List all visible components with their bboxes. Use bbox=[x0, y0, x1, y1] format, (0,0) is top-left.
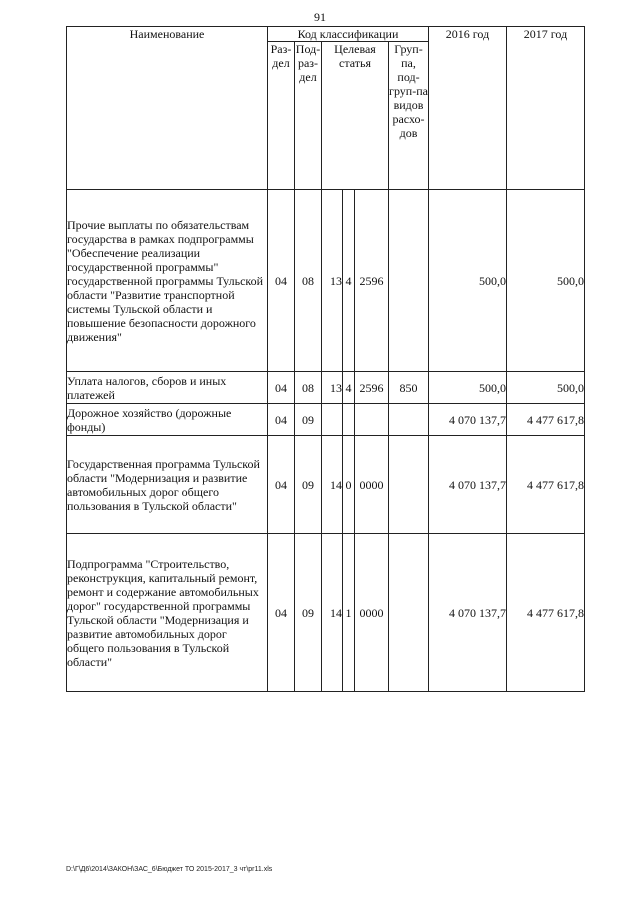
row-article-direction: 2596 bbox=[355, 372, 389, 404]
row-article-subprogram bbox=[343, 404, 355, 436]
table-row bbox=[67, 372, 585, 404]
row-section: 04 bbox=[268, 190, 295, 372]
row-subsection: 09 bbox=[295, 436, 322, 534]
row-amount-2017: 4 477 617,8 bbox=[507, 534, 585, 692]
row-article-direction: 2596 bbox=[355, 190, 389, 372]
row-subsection: 08 bbox=[295, 190, 322, 372]
table-row bbox=[67, 404, 585, 436]
header-section: Раз-дел bbox=[268, 42, 295, 190]
row-section: 04 bbox=[268, 404, 295, 436]
row-subsection: 08 bbox=[295, 372, 322, 404]
table-row bbox=[67, 190, 585, 372]
header-subsection: Под-раз-дел bbox=[295, 42, 322, 190]
header-year-2017: 2017 год bbox=[507, 27, 585, 190]
row-amount-2016: 4 070 137,7 bbox=[429, 436, 507, 534]
row-amount-2017: 4 477 617,8 bbox=[507, 404, 585, 436]
header-name: Наименование bbox=[67, 27, 268, 190]
row-amount-2017: 500,0 bbox=[507, 190, 585, 372]
header-expense-group: Груп-па, под-груп-па видов расхо-дов bbox=[389, 42, 429, 190]
row-article-program: 13 bbox=[322, 372, 343, 404]
row-name: Прочие выплаты по обязательствам государства в рамках подпрограммы "Обеспечение реализации государственной программы" государственной программы Тульской области "Развитие транспортной системы Тульской области и повышение безопасности дорожного движения" bbox=[67, 190, 268, 372]
header-target-article: Целевая статья bbox=[322, 42, 389, 190]
row-expense-group bbox=[389, 534, 429, 692]
row-name: Дорожное хозяйство (дорожные фонды) bbox=[67, 404, 268, 436]
row-section: 04 bbox=[268, 436, 295, 534]
header-classification: Код классификации bbox=[268, 27, 429, 42]
file-path-footer: D:\Г\Д6\2014\ЗАКОН\ЗАС_6\Бюджет ТО 2015-2017_3 чт\pr11.xls bbox=[66, 866, 273, 873]
row-article-program bbox=[322, 404, 343, 436]
row-article-subprogram: 1 bbox=[343, 534, 355, 692]
row-expense-group: 850 bbox=[389, 372, 429, 404]
row-article-program: 13 bbox=[322, 190, 343, 372]
row-article-program: 14 bbox=[322, 534, 343, 692]
row-article-program: 14 bbox=[322, 436, 343, 534]
row-article-direction: 0000 bbox=[355, 534, 389, 692]
row-amount-2016: 500,0 bbox=[429, 372, 507, 404]
row-amount-2016: 500,0 bbox=[429, 190, 507, 372]
row-article-direction: 0000 bbox=[355, 436, 389, 534]
page-number: 91 bbox=[314, 10, 326, 24]
row-article-subprogram: 0 bbox=[343, 436, 355, 534]
row-article-subprogram: 4 bbox=[343, 372, 355, 404]
row-expense-group bbox=[389, 436, 429, 534]
row-name: Подпрограмма "Строительство, реконструкция, капитальный ремонт, ремонт и содержание автомобильных дорог" государственной программы Тульской области "Модернизация и развитие автомобильных дорог общего пользования в Тульской области" bbox=[67, 534, 268, 692]
row-amount-2016: 4 070 137,7 bbox=[429, 534, 507, 692]
row-expense-group bbox=[389, 190, 429, 372]
row-amount-2017: 500,0 bbox=[507, 372, 585, 404]
row-name: Государственная программа Тульской области "Модернизация и развитие автомобильных дорог общего пользования в Тульской области" bbox=[67, 436, 268, 534]
row-article-direction bbox=[355, 404, 389, 436]
header-row-top bbox=[67, 27, 585, 42]
row-name: Уплата налогов, сборов и иных платежей bbox=[67, 372, 268, 404]
budget-table bbox=[66, 26, 585, 692]
row-article-subprogram: 4 bbox=[343, 190, 355, 372]
row-expense-group bbox=[389, 404, 429, 436]
row-subsection: 09 bbox=[295, 534, 322, 692]
table-body bbox=[67, 190, 585, 692]
header-year-2016: 2016 год bbox=[429, 27, 507, 190]
table-row bbox=[67, 534, 585, 692]
row-amount-2016: 4 070 137,7 bbox=[429, 404, 507, 436]
table-row bbox=[67, 436, 585, 534]
row-subsection: 09 bbox=[295, 404, 322, 436]
row-amount-2017: 4 477 617,8 bbox=[507, 436, 585, 534]
row-section: 04 bbox=[268, 372, 295, 404]
row-section: 04 bbox=[268, 534, 295, 692]
